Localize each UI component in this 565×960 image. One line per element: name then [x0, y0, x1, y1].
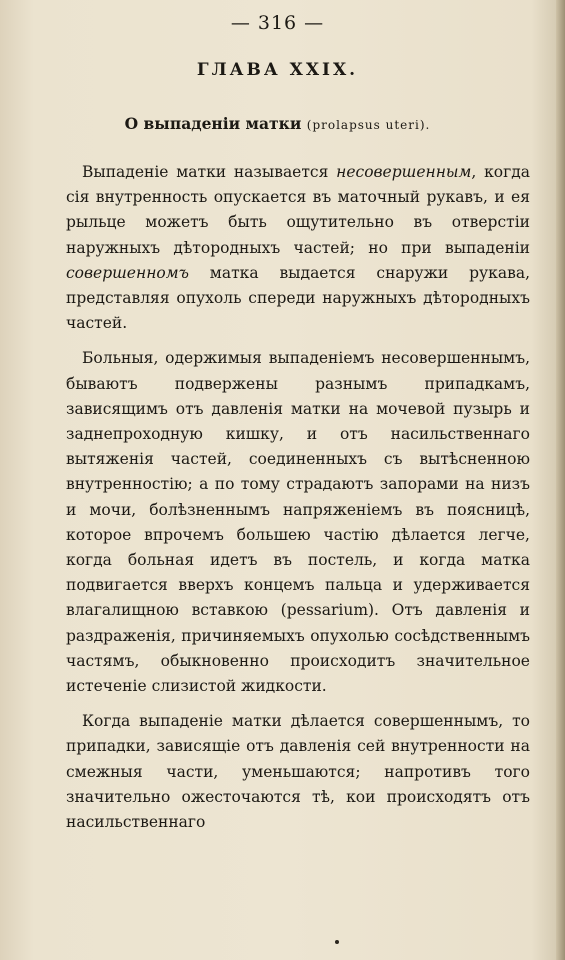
section-title-text: О выпаденіи матки	[124, 114, 302, 133]
page-edge	[556, 0, 565, 960]
paragraph-1-part-a: Выпаденіе матки называется	[82, 163, 337, 181]
paragraph-2: Больныя, одержимыя выпаденіемъ несовершеннымъ, бываютъ подвержены разнымъ припадкамъ, зависящимъ отъ давленія матки на мочевой пузырь и заднепроходную кишку, и отъ насильственнаго вытяженія частей, соединенныхъ съ вытѣсненною внутренностію; а по тому страдаютъ запорами на низъ и мочи, болѣзненнымъ напряженіемъ въ поясницѣ, которое впрочемъ большею частію дѣлается легче, когда больная идетъ въ постель, и когда матка подвигается вверхъ концемъ пальца и удерживается влагалищною вставкою (pessarium). Отъ давленія и раздраженія, причиняемыхъ опухолью сосѣдственнымъ частямъ, обыкновенно происходитъ значительное истеченіе слизистой жидкости.	[66, 349, 530, 696]
page-number: — 316 —	[230, 12, 325, 34]
chapter-title: ГЛАВА XXIX.	[196, 60, 359, 80]
paragraph-1-emphasis-1: несовершенным	[336, 163, 472, 181]
section-title-latin: (prolapsus uteri).	[306, 118, 431, 132]
paragraph-1	[66, 160, 530, 336]
paragraph-3: Когда выпаденіе матки дѣлается совершеннымъ, то припадки, зависящіе отъ давленія сей внутренности на смежныя части, уменьшаются; напротивъ того значительно ожесточаются тѣ, кои происходятъ отъ насильственнаго	[66, 712, 530, 832]
paragraph-1-part-b: , когда сія внутренность опускается въ маточный рукавъ, и ея рыльце можетъ быть ощутительно въ отверстіи наружныхъ дѣтородныхъ частей; но при выпаденіи	[66, 163, 531, 257]
ink-dot	[335, 940, 339, 944]
paragraph-1-emphasis-2: совершенномъ	[66, 263, 189, 282]
section-title	[0, 114, 555, 133]
paragraph-1-part-c: матка выдается снаружи рукава, представляя опухоль спереди наружныхъ дѣтородныхъ частей.	[66, 263, 530, 333]
body-text	[66, 160, 530, 845]
